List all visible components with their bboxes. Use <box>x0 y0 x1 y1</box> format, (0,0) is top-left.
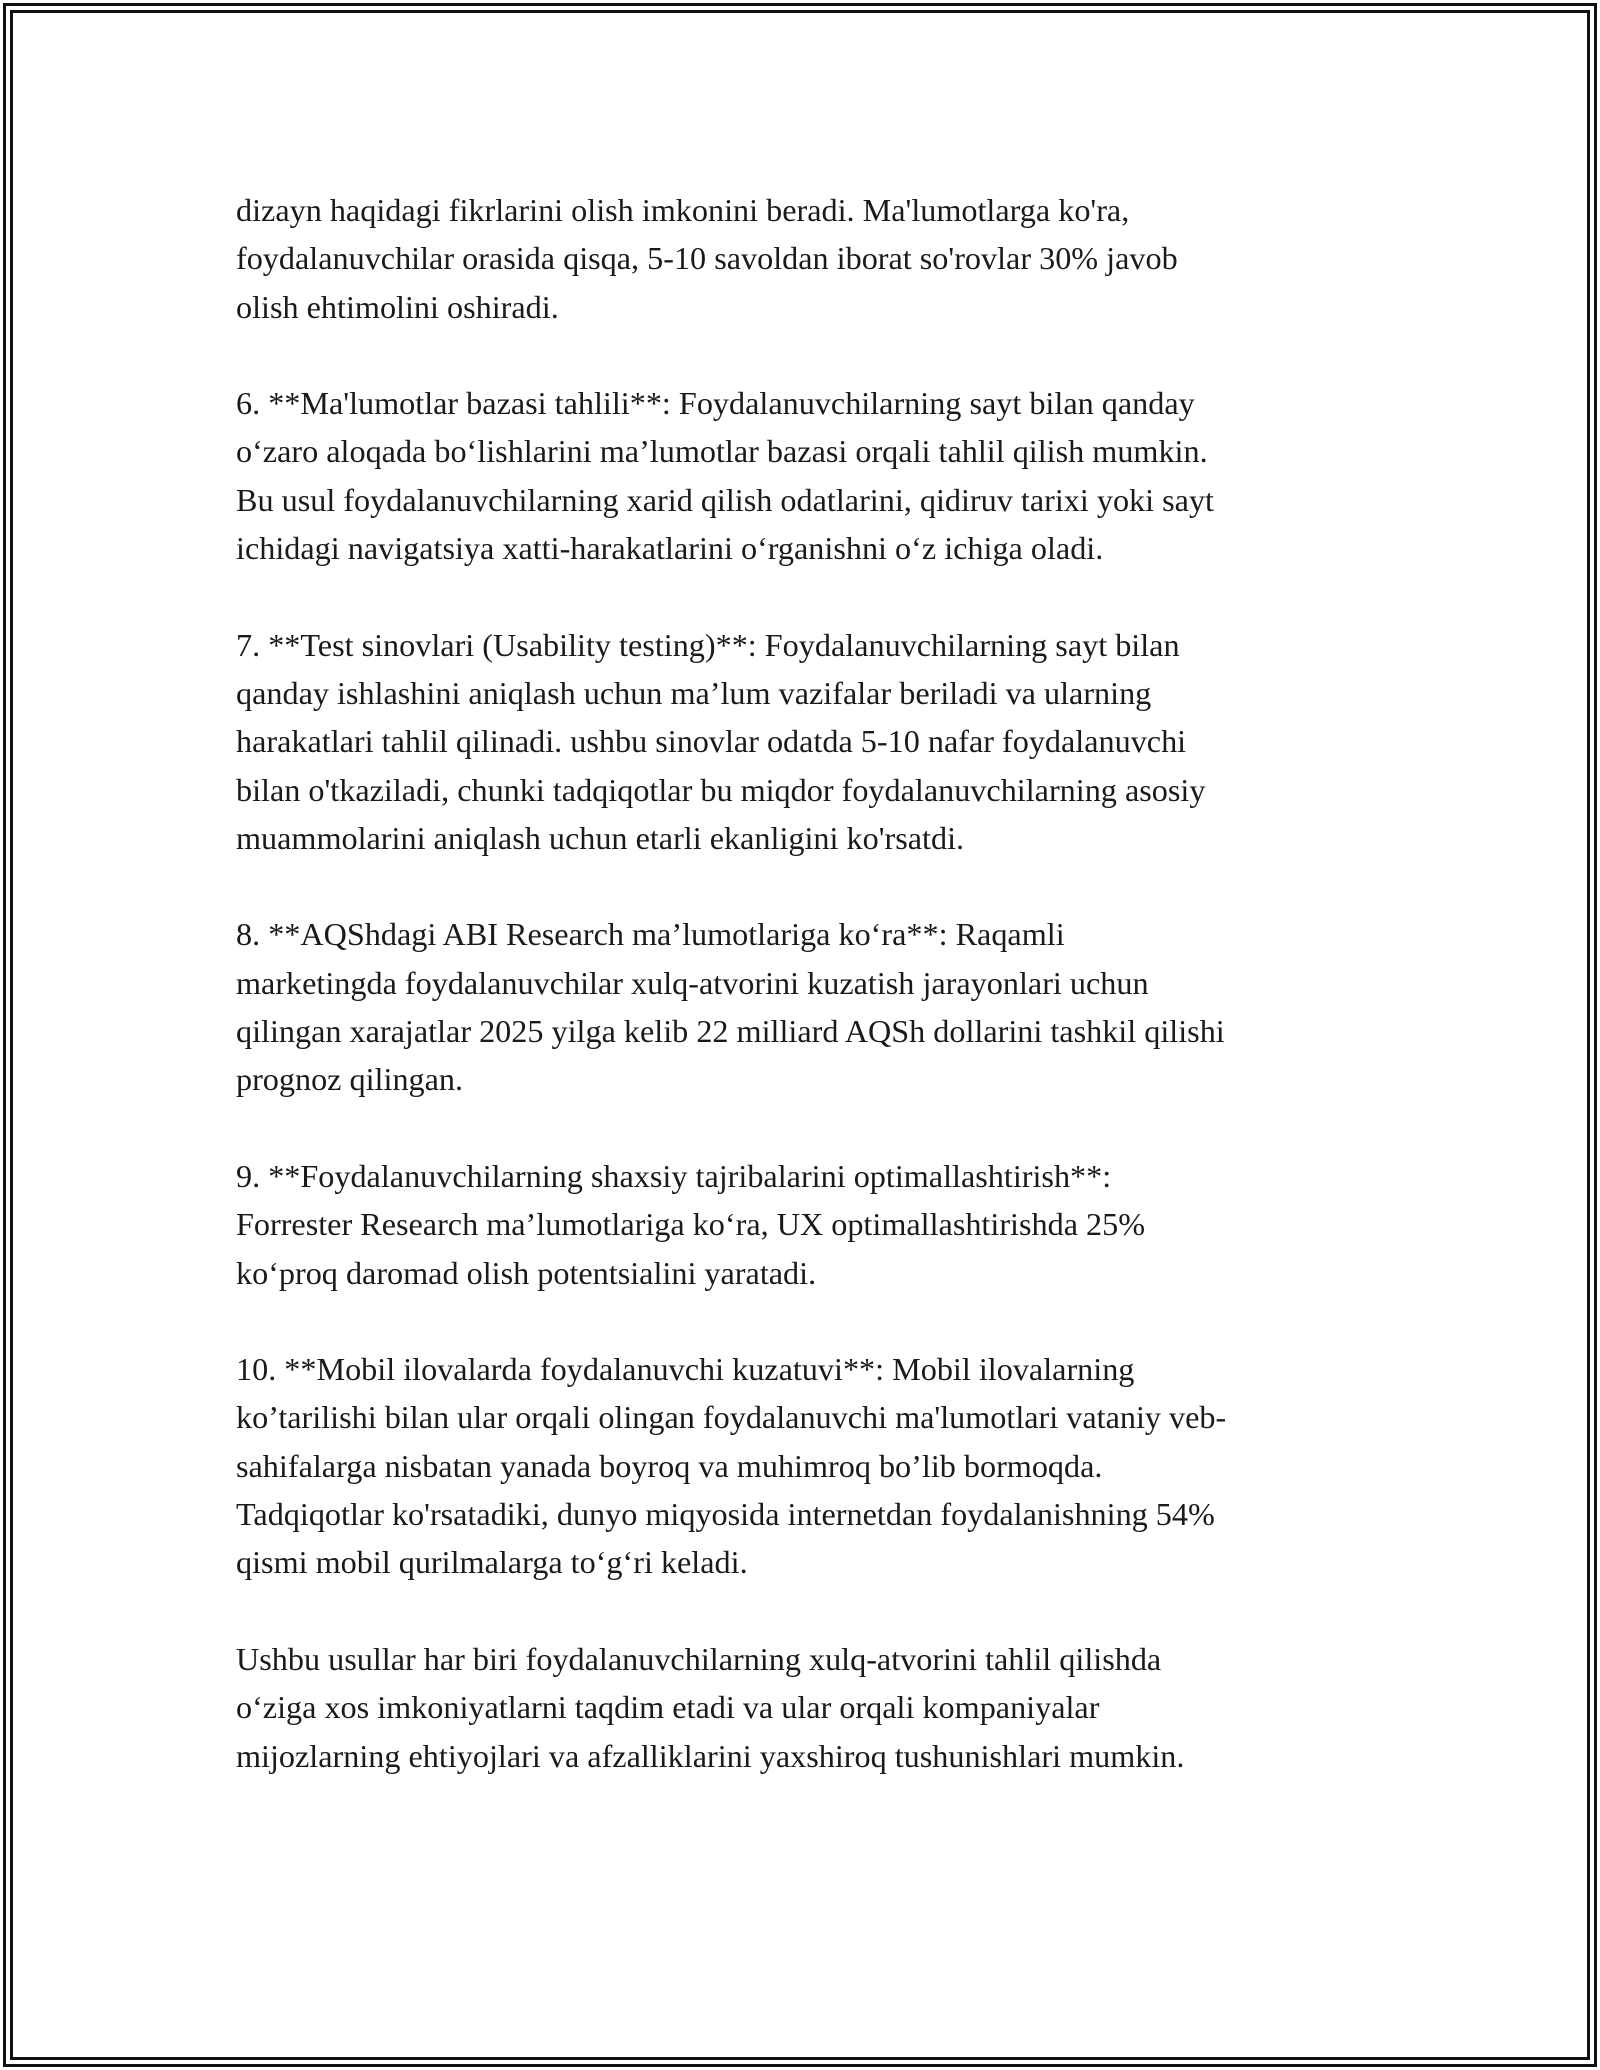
text-line: Tadqiqotlar ko'rsatadiki, dunyo miqyosida internetdan foydalanishning 54% <box>236 1496 1215 1533</box>
text-line: o‘ziga xos imkoniyatlarni taqdim etadi va ular orqali kompaniyalar <box>236 1689 1100 1726</box>
text-line: prognoz qilingan. <box>236 1061 464 1098</box>
text-line: Bu usul foydalanuvchilarning xarid qilish odatlarini, qidiruv tarixi yoki sayt <box>236 481 1214 518</box>
text-line: 10. **Mobil ilovalarda foydalanuvchi kuzatuvi**: Mobil ilovalarning <box>236 1351 1135 1388</box>
text-line: 9. **Foydalanuvchilarning shaxsiy tajribalarini optimallashtirish**: <box>236 1157 1112 1194</box>
text-line: 6. **Ma'lumotlar bazasi tahlili**: Foydalanuvchilarning sayt bilan qanday <box>236 385 1195 422</box>
text-line: dizayn haqidagi fikrlarini olish imkonini beradi. Ma'lumotlarga ko'ra, <box>236 192 1130 228</box>
text-line: olish ehtimolini oshiradi. <box>236 288 559 325</box>
text-line: qanday ishlashini aniqlash uchun ma’lum vazifalar beriladi va ularning <box>236 674 1152 711</box>
paragraph-conclusion <box>236 1635 1376 1780</box>
paragraph-item-8 <box>236 910 1376 1103</box>
paragraph-item-7 <box>236 621 1376 862</box>
text-line: o‘zaro aloqada bo‘lishlarini ma’lumotlar bazasi orqali tahlil qilish mumkin. <box>236 433 1208 470</box>
paragraph-item-9 <box>236 1152 1376 1297</box>
paragraph-item-10 <box>236 1345 1376 1586</box>
text-line: ko‘proq daromad olish potentsialini yaratadi. <box>236 1254 817 1291</box>
text-line: mijozlarning ehtiyojlari va afzalliklarini yaxshiroq tushunishlari mumkin. <box>236 1737 1185 1774</box>
text-line: marketingda foydalanuvchilar xulq-atvorini kuzatish jarayonlari uchun <box>236 964 1149 1001</box>
text-line: qismi mobil qurilmalarga to‘g‘ri keladi. <box>236 1544 748 1581</box>
paragraph-item-6 <box>236 379 1376 572</box>
text-line: qilingan xarajatlar 2025 yilga kelib 22 milliard AQSh dollarini tashkil qilishi <box>236 1013 1225 1050</box>
document-body <box>236 186 1376 1780</box>
text-line: Ushbu usullar har biri foydalanuvchilarning xulq-atvorini tahlil qilishda <box>236 1640 1162 1677</box>
paragraph-intro-continued <box>236 186 1376 331</box>
text-line: ko’tarilishi bilan ular orqali olingan foydalanuvchi ma'lumotlari vataniy veb- <box>236 1399 1227 1436</box>
text-line: ichidagi navigatsiya xatti-harakatlarini o‘rganishni o‘z ichiga oladi. <box>236 530 1104 567</box>
text-line: bilan o'tkaziladi, chunki tadqiqotlar bu miqdor foydalanuvchilarning asosiy <box>236 771 1206 808</box>
text-line: harakatlari tahlil qilinadi. ushbu sinovlar odatda 5-10 nafar foydalanuvchi <box>236 723 1187 760</box>
text-line: muammolarini aniqlash uchun etarli ekanligini ko'rsatdi. <box>236 819 965 856</box>
text-line: sahifalarga nisbatan yanada boyroq va muhimroq bo’lib bormoqda. <box>236 1447 1103 1484</box>
text-line: foydalanuvchilar orasida qisqa, 5-10 savoldan iborat so'rovlar 30% javob <box>236 240 1178 277</box>
text-line: 7. **Test sinovlari (Usability testing)**: Foydalanuvchilarning sayt bilan <box>236 626 1180 663</box>
text-line: Forrester Research ma’lumotlariga ko‘ra, UX optimallashtirishda 25% <box>236 1206 1146 1243</box>
text-line: 8. **AQShdagi ABI Research ma’lumotlariga ko‘ra**: Raqamli <box>236 916 1065 953</box>
